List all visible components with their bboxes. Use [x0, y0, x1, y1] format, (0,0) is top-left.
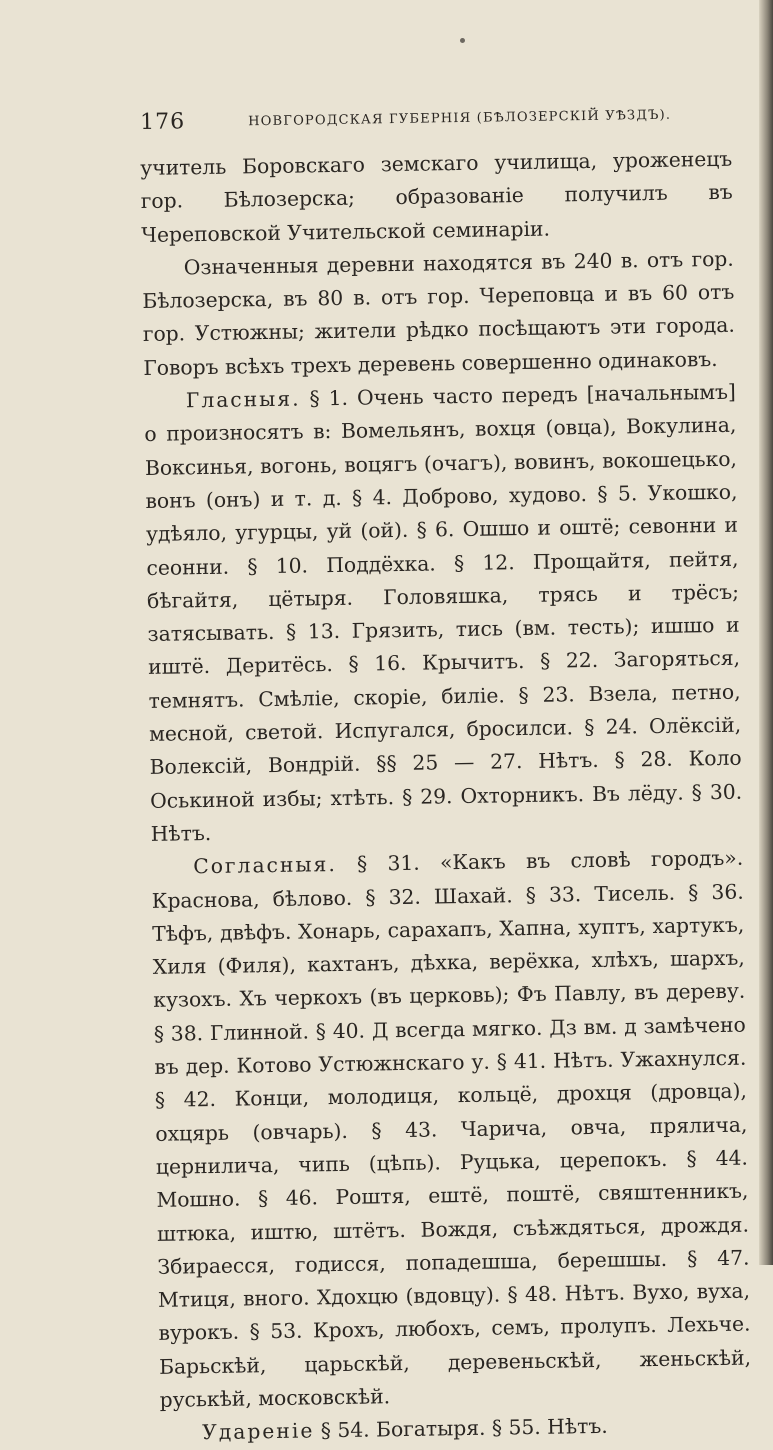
paragraph-text: Означенныя деревни находятся въ 240 в. отъ гор. Бѣлозерска, въ 80 в. отъ гор. Череповца и въ 60 отъ гор. Устюжны; жители рѣдко посѣщаютъ эти города. Говоръ всѣхъ трехъ деревень совершенно одинаковъ. — [142, 246, 735, 380]
ink-speck — [460, 38, 465, 43]
running-title: НОВГОРОДСКАЯ ГУБЕРНІЯ (БѢЛОЗЕРСКІЙ УѢЗДЪ). — [248, 107, 672, 130]
page-number: 176 — [140, 109, 186, 135]
paragraph-text: § 31. «Какъ въ словѣ городъ». Краснова, бѣлово. § 32. Шахай. § 33. Тисель. § 36. Тѣфъ, двѣфъ. Хонарь, сарахапъ, Хапна, хуптъ, хартукъ, Хиля (Филя), кахтанъ, дѣхка, верёхка, хлѣхъ, шархъ, кузохъ. Хъ черкохъ (въ церковь); Фъ Павлу, въ дереву. § 38. Глинной. § 40. Д всегда мягко. Дз вм. д замѣчено въ дер. Котово Устюжнскаго у. § 41. Нѣтъ. Ужахнулся. § 42. Конци, молодиця, кольцё, дрохця (дровца), охцярь (овчарь). § 43. Чарича, овча, прялича, цернилича, чипь (цѣпь). Руцька, церепокъ. § 44. Мошно. § 46. Роштя, ештё, поштё, свяштенникъ, штюка, иштю, штётъ. Вождя, съѣждяться, дрождя. Збираесся, годисся, попадешша, берешшы. § 47. Мтиця, вного. Хдохцю (вдовцу). § 48. Нѣтъ. Вухо, вуха, вурокъ. § 53. Крохъ, любохъ, семъ, пролупъ. Лехьче. Барьскѣй, царьскѣй, деревеньскѣй, женьскѣй, руськѣй, московскѣй. — [151, 845, 752, 1412]
paragraph-teacher — [140, 143, 733, 252]
paragraph-villages — [142, 243, 736, 385]
body-text — [140, 143, 752, 1450]
page-header — [140, 101, 740, 140]
book-spine-shadow — [759, 0, 773, 1265]
section-heading-stress: Удареніе — [201, 1418, 315, 1445]
section-heading-consonants: Согласныя. — [193, 852, 337, 879]
paragraph-vowels — [144, 376, 743, 851]
paragraph-text: § 1. Очень часто передъ [начальнымъ] о произносятъ в: Вомельянъ, вохця (овца), Вокулина, Воксинья, вогонь, воцягъ (очагъ), вовинъ, вокошецько, вонъ (онъ) и т. д. § 4. Доброво, худово. § 5. Укошко, удѣяло, угурцы, уй (ой). § 6. Ошшо и оштё; севонни и сеонни. § 10. Поддёхка. § 12. Прощайтя, пейтя, бѣгайтя, цётыря. Головяшка, трясь и трёсъ; затясывать. § 13. Грязить, тись (вм. тесть); ишшо и иштё. Деритёсь. § 16. Крычитъ. § 22. Загоряться, темнятъ. Смѣліе, скоріе, биліе. § 23. Взела, петно, месной, светой. Испугался, бросилси. § 24. Олёксій, Волексій, Вондрій. §§ 25 — 27. Нѣтъ. § 28. Коло Оськиной избы; хтѣть. § 29. Охторникъ. Въ лёду. § 30. Нѣтъ. — [144, 379, 743, 846]
paragraph-text: учитель Боровскаго земскаго училища, уроженецъ гор. Бѣлозерска; образованіе получилъ въ Череповской Учительской семинаріи. — [140, 146, 733, 247]
paragraph-consonants — [151, 842, 752, 1417]
paragraph-text: § 54. Богатыря. § 55. Нѣтъ. — [320, 1414, 608, 1443]
section-heading-vowels: Гласныя. — [185, 386, 301, 413]
